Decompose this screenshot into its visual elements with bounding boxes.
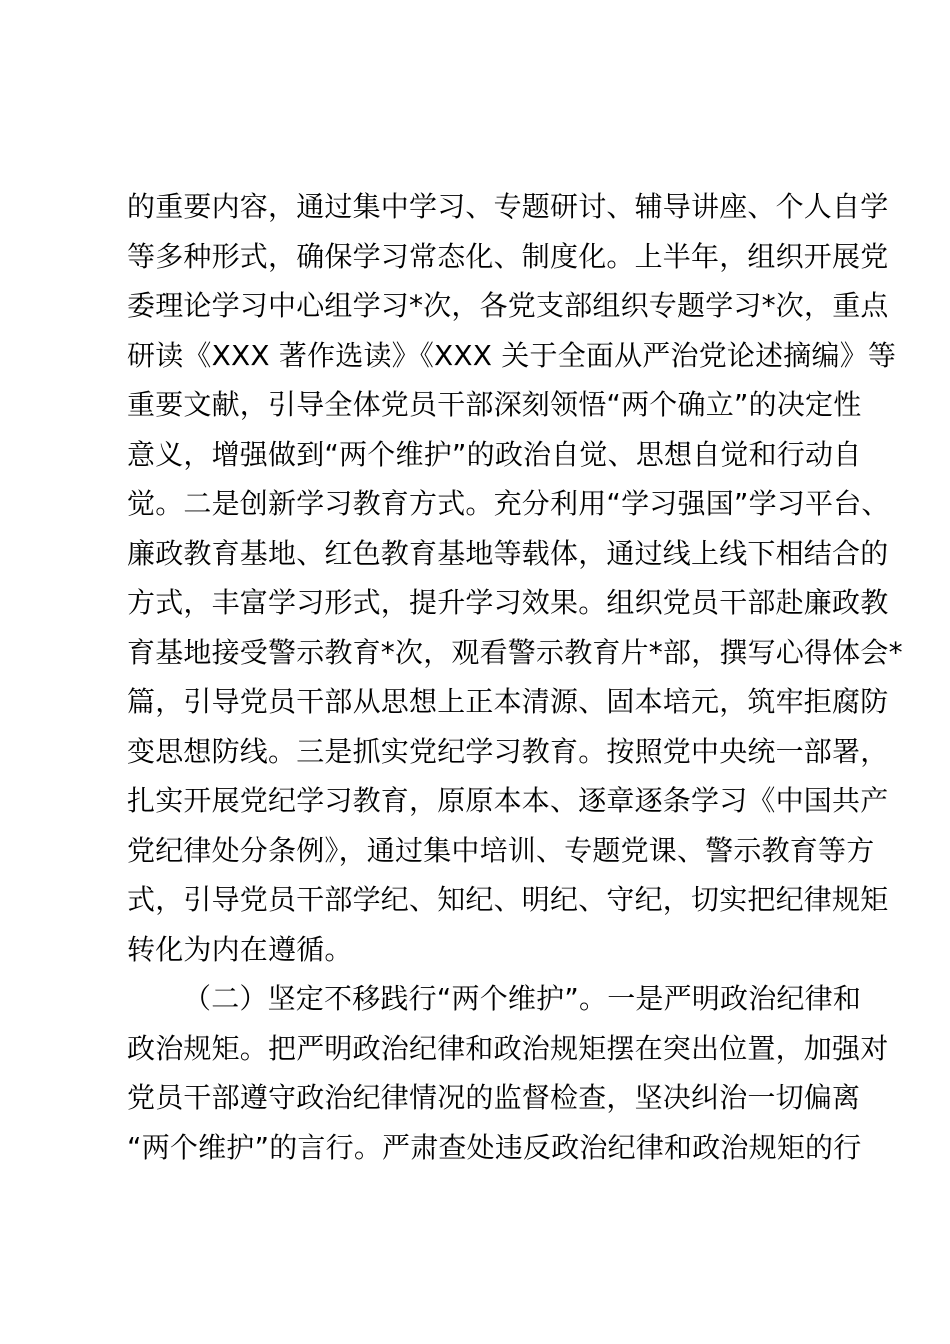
text-line: 扎实开展党纪学习教育，原原本本、逐章逐条学习《中国共产 [127, 784, 889, 817]
text-line: 意义，增强做到“两个维护”的政治自觉、思想自觉和行动自 [127, 437, 862, 471]
text-line: 政治规矩。把严明政治纪律和政治规矩摆在突出位置，加强对 [127, 1031, 889, 1065]
text-line: 廉政教育基地、红色教育基地等载体，通过线上线下相结合的 [127, 536, 889, 570]
text-line: “两个维护”的言行。严肃查处违反政治纪律和政治规矩的行 [127, 1130, 862, 1164]
text-line: 研读《XXX 著作选读》《XXX 关于全面从严治党论述摘编》等 [127, 338, 897, 372]
text-line: 党纪律处分条例》，通过集中培训、专题党课、警示教育等方 [127, 833, 875, 867]
text-line: 篇，引导党员干部从思想上正本清源、固本培元，筑牢拒腐防 [127, 685, 889, 718]
text-line: 育基地接受警示教育*次，观看警示教育片*部，撰写心得体会* [127, 635, 903, 669]
text-line: 党员干部遵守政治纪律情况的监督检查，坚决纠治一切偏离 [127, 1081, 861, 1114]
text-line: 觉。二是创新学习教育方式。充分利用“学习强国”学习平台、 [127, 487, 890, 520]
text-line: 等多种形式，确保学习常态化、制度化。上半年，组织开展党 [127, 239, 889, 273]
text-line: 方式，丰富学习形式，提升学习效果。组织党员干部赴廉政教 [127, 586, 889, 619]
text-line: 转化为内在遵循。 [127, 932, 353, 966]
section-heading-line: （二）坚定不移践行“两个维护”。一是严明政治纪律和 [183, 982, 862, 1015]
text-line: 委理论学习中心组学习*次，各党支部组织专题学习*次，重点 [127, 289, 889, 322]
body-text [127, 182, 903, 1172]
text-line: 重要文献，引导全体党员干部深刻领悟“两个确立”的决定性 [127, 388, 862, 421]
text-line: 变思想防线。三是抓实党纪学习教育。按照党中央统一部署， [127, 734, 889, 768]
text-line: 式，引导党员干部学纪、知纪、明纪、守纪，切实把纪律规矩 [127, 883, 889, 916]
text-line: 的重要内容，通过集中学习、专题研讨、辅导讲座、个人自学 [127, 190, 889, 223]
